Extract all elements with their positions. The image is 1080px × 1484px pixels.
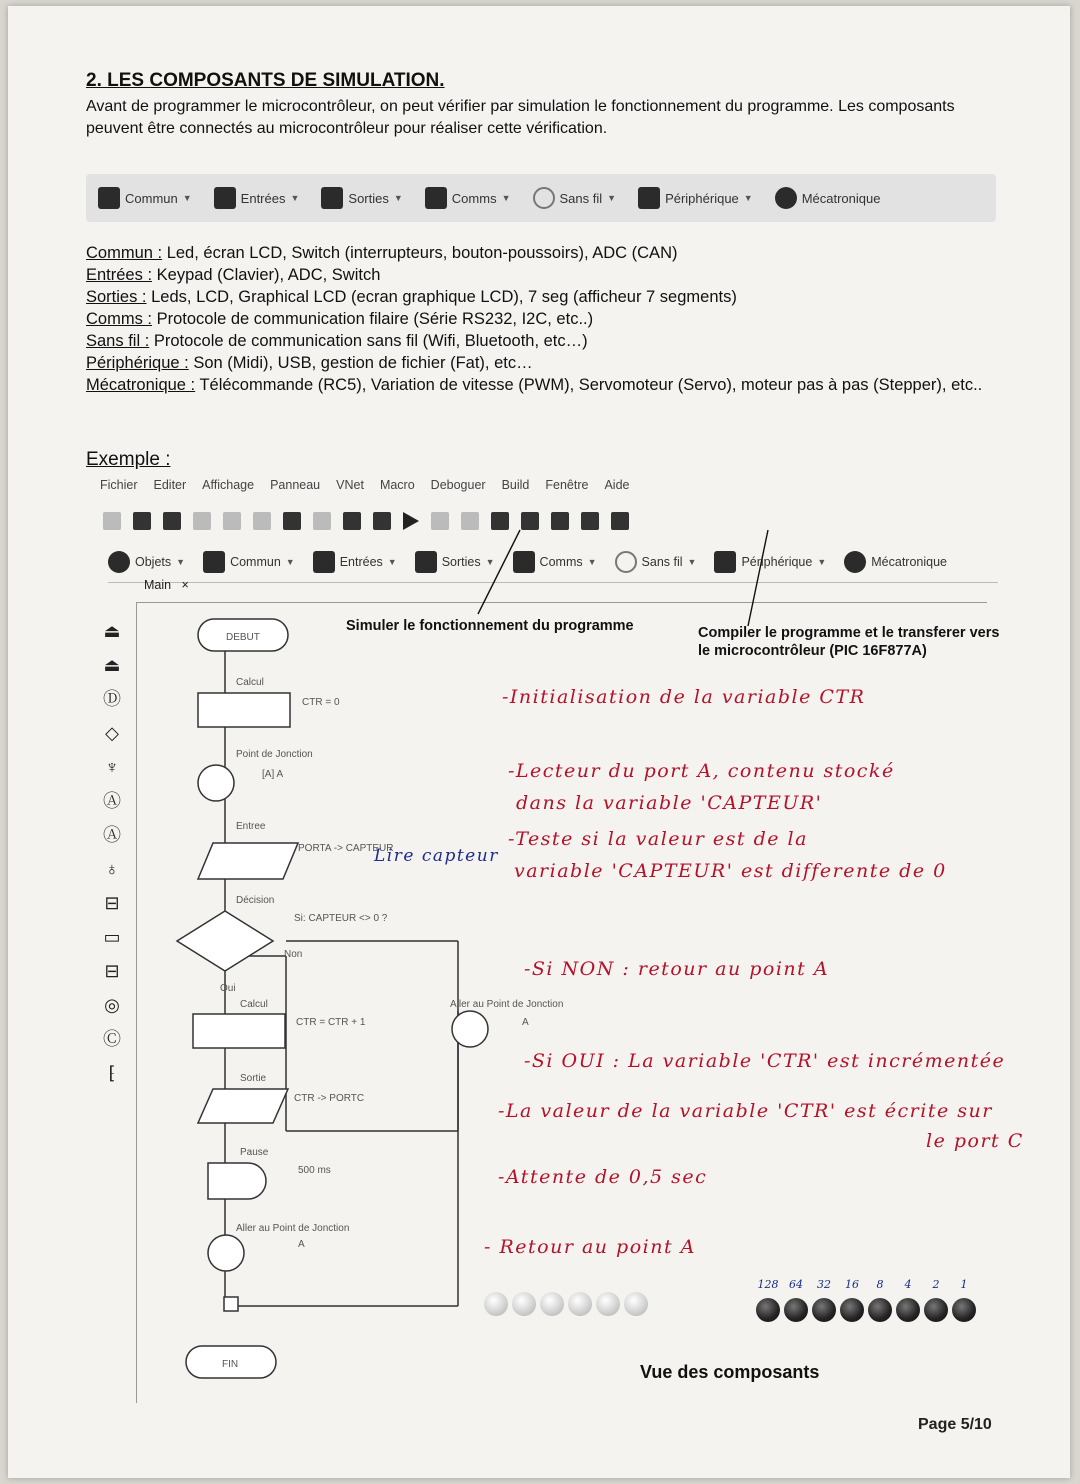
- note-lecteur-1: -Lecteur du port A, contenu stocké: [508, 760, 895, 782]
- def-sans-fil: Sans fil : Protocole de communication sans fil (Wifi, Bluetooth, etc…): [86, 332, 588, 350]
- input-block-icon[interactable]: ⏏: [103, 621, 121, 641]
- led-c3: [868, 1298, 892, 1322]
- definitions-list: [86, 242, 1016, 396]
- c-code-icon[interactable]: Ⓒ: [103, 1029, 121, 1049]
- component-toolbar: [86, 174, 996, 222]
- menu-aide[interactable]: Aide: [604, 478, 630, 492]
- toolbar-commun[interactable]: Commun ▼: [98, 187, 192, 209]
- fc-calcul-label: Calcul: [236, 677, 264, 688]
- fc-entree-box: PORTA -> CAPTEUR: [298, 843, 394, 854]
- led-a5: [624, 1292, 648, 1316]
- led-a4: [596, 1292, 620, 1316]
- menu-panneau[interactable]: Panneau: [270, 478, 321, 492]
- fc-oui: Oui: [220, 983, 236, 994]
- fc-jonction-label: Point de Jonction: [236, 749, 313, 760]
- fc-aller2-label: Aller au Point de Jonction: [236, 1223, 350, 1234]
- new-file-icon[interactable]: [103, 512, 121, 530]
- cut-icon[interactable]: [193, 512, 211, 530]
- led-c6: [784, 1298, 808, 1322]
- def-comms: Comms : Protocole de communication filaire (Série RS232, I2C, etc..): [86, 310, 594, 328]
- led-c0: [952, 1298, 976, 1322]
- loop-block-icon[interactable]: ♁: [105, 859, 119, 879]
- note-init: -Initialisation de la variable CTR: [502, 686, 866, 708]
- led-a3: [568, 1292, 592, 1316]
- delay-block-icon[interactable]: Ⓓ: [103, 689, 121, 709]
- document-page: [8, 6, 1070, 1478]
- fc-pause-label: Pause: [240, 1147, 269, 1158]
- menu-editer[interactable]: Editer: [153, 478, 187, 492]
- intro-paragraph: Avant de programmer le microcontrôleur, on peut vérifier par simulation le fonctionnement du programme. Les composants peuvent être connectés au microcontrôleur pour réaliser cette vérification.: [86, 98, 955, 137]
- save-icon[interactable]: [163, 512, 181, 530]
- comms-icon: [425, 187, 447, 209]
- print-icon[interactable]: [343, 512, 361, 530]
- fc-fin[interactable]: FIN: [222, 1359, 239, 1370]
- def-sorties: Sorties : Leds, LCD, Graphical LCD (ecran graphique LCD), 7 seg (afficheur 7 segments): [86, 288, 737, 306]
- redo-icon[interactable]: [313, 512, 331, 530]
- switch-block-icon[interactable]: ♆: [105, 757, 119, 777]
- input-icon: [313, 551, 335, 573]
- def-entrees: Entrées : Keypad (Clavier), ADC, Switch: [86, 266, 381, 284]
- help-icon[interactable]: [373, 512, 391, 530]
- calc-block-icon[interactable]: ▭: [103, 927, 121, 947]
- fc-entree-label: Entree: [236, 821, 266, 832]
- def-mecatronique: Mécatronique : Télécommande (RC5), Variation de vitesse (PWM), Servomoteur (Servo), moteur pas à pas (Stepper), etc..: [86, 376, 983, 394]
- note-teste-2: variable 'CAPTEUR' est differente de 0: [514, 860, 947, 882]
- led-a2: [540, 1292, 564, 1316]
- close-tab-icon[interactable]: ×: [181, 578, 189, 592]
- fc-calcul2-box: CTR = CTR + 1: [296, 1017, 366, 1028]
- note-si-oui: -Si OUI : La variable 'CTR' est incrémentée: [524, 1050, 1006, 1072]
- toolbar2-peripherique[interactable]: Périphérique ▼: [714, 551, 826, 573]
- note-lecteur-2: dans la variable 'CAPTEUR': [516, 792, 823, 814]
- bit-weights: 128 64 32 16 8 4 2 1: [757, 1278, 968, 1291]
- led-c5: [812, 1298, 836, 1322]
- menu-affichage[interactable]: Affichage: [202, 478, 255, 492]
- note-retour: - Retour au point A: [484, 1236, 696, 1258]
- simulate-play-icon[interactable]: [403, 512, 419, 530]
- note-attente: -Attente de 0,5 sec: [498, 1166, 708, 1188]
- pause-icon[interactable]: [431, 512, 449, 530]
- led-c7: [756, 1298, 780, 1322]
- junction-a-icon[interactable]: Ⓐ: [103, 791, 121, 811]
- fc-aller2-box: A: [298, 1239, 305, 1250]
- component-macro-icon[interactable]: ⊟: [104, 961, 120, 981]
- component-view-caption: Vue des composants: [640, 1362, 820, 1382]
- menu-fenetre[interactable]: Fenêtre: [545, 478, 589, 492]
- macro-block-icon[interactable]: ⊟: [104, 893, 120, 913]
- toolbar-entrees[interactable]: Entrées ▼: [214, 187, 300, 209]
- peripheral-icon: [638, 187, 660, 209]
- objects-icon: [108, 551, 130, 573]
- led-c1: [924, 1298, 948, 1322]
- commun-icon: [203, 551, 225, 573]
- comment-icon[interactable]: ⁅: [108, 1063, 116, 1083]
- main-tab[interactable]: Main ×: [144, 578, 189, 592]
- decision-block-icon[interactable]: ◇: [105, 723, 119, 743]
- fc-calcul2-label: Calcul: [240, 999, 268, 1010]
- interrupt-icon[interactable]: ◎: [104, 995, 120, 1015]
- section-title: 2. LES COMPOSANTS DE SIMULATION.: [86, 70, 445, 91]
- open-folder-icon[interactable]: [133, 512, 151, 530]
- note-lire-capteur: Lire capteur: [374, 846, 499, 866]
- annotation-compile: Compiler le programme et le transferer vers le microcontrôleur (PIC 16F877A): [698, 625, 1000, 659]
- wireless-icon: [533, 187, 555, 209]
- toolbar2-objets[interactable]: Objets ▼: [108, 551, 185, 573]
- menu-macro[interactable]: Macro: [379, 478, 415, 492]
- icon-palette: [96, 620, 128, 1084]
- goto-junction-icon[interactable]: Ⓐ: [103, 825, 121, 845]
- fc-decision-label: Décision: [236, 895, 275, 906]
- menu-bar: [100, 478, 630, 492]
- output-block-icon[interactable]: ⏏: [103, 655, 121, 675]
- undo-icon[interactable]: [283, 512, 301, 530]
- toolbar-peripherique[interactable]: Périphérique ▼: [638, 187, 753, 209]
- toolbar-comms[interactable]: Comms ▼: [425, 187, 511, 209]
- page-number: Page 5/10: [918, 1416, 992, 1433]
- note-valeur-1: -La valeur de la variable 'CTR' est écrite sur: [498, 1100, 993, 1122]
- input-icon: [214, 187, 236, 209]
- fc-debut[interactable]: DEBUT: [226, 632, 260, 643]
- menu-deboguer[interactable]: Deboguer: [430, 478, 486, 492]
- toolbar2-entrees[interactable]: Entrées ▼: [313, 551, 397, 573]
- fc-pause-box: 500 ms: [298, 1165, 331, 1176]
- output-icon: [321, 187, 343, 209]
- led-c2: [896, 1298, 920, 1322]
- def-commun: Commun : Led, écran LCD, Switch (interrupteurs, bouton-poussoirs), ADC (CAN): [86, 244, 678, 262]
- toolbar2-sans-fil[interactable]: Sans fil ▼: [615, 551, 697, 573]
- fc-aller-label: Aller au Point de Jonction: [450, 999, 564, 1010]
- toolbar-sorties[interactable]: Sorties ▼: [321, 187, 402, 209]
- fc-sortie-label: Sortie: [240, 1073, 267, 1084]
- menu-vnet[interactable]: VNet: [336, 478, 364, 492]
- def-peripherique: Périphérique : Son (Midi), USB, gestion de fichier (Fat), etc…: [86, 354, 533, 372]
- fc-non: Non: [284, 949, 303, 960]
- toolbar-sans-fil[interactable]: Sans fil ▼: [533, 187, 617, 209]
- led-bank-portc: [756, 1298, 976, 1322]
- fc-jonction-box: [A] A: [262, 769, 284, 780]
- example-label: Exemple :: [86, 449, 171, 470]
- commun-icon: [98, 187, 120, 209]
- copy-icon[interactable]: [223, 512, 241, 530]
- toolbar-mecatronique[interactable]: Mécatronique: [775, 187, 881, 209]
- annotation-simulate: Simuler le fonctionnement du programme: [346, 618, 634, 634]
- menu-fichier[interactable]: Fichier: [100, 478, 138, 492]
- fc-decision-box: Si: CAPTEUR <> 0 ?: [294, 913, 388, 924]
- note-valeur-2: le port C: [926, 1130, 1024, 1152]
- led-a0: [484, 1292, 508, 1316]
- fc-calcul-box: CTR = 0: [302, 697, 340, 708]
- led-bank-porta: [484, 1292, 648, 1316]
- annotation-arrows: [448, 526, 788, 636]
- toolbar2-sorties[interactable]: Sorties ▼: [415, 551, 495, 573]
- fc-sortie-box: CTR -> PORTC: [294, 1093, 365, 1104]
- output-icon: [415, 551, 437, 573]
- note-si-non: -Si NON : retour au point A: [524, 958, 830, 980]
- mechatronics-icon: [844, 551, 866, 573]
- toolbar2-mecatronique[interactable]: Mécatronique: [844, 551, 947, 573]
- note-teste-1: -Teste si la valeur est de la: [508, 828, 808, 850]
- toolbar2-comms[interactable]: Comms ▼: [513, 551, 597, 573]
- paste-icon[interactable]: [253, 512, 271, 530]
- toolbar2-commun[interactable]: Commun ▼: [203, 551, 295, 573]
- mechatronics-icon: [775, 187, 797, 209]
- menu-build[interactable]: Build: [501, 478, 530, 492]
- led-a1: [512, 1292, 536, 1316]
- fc-aller-box: A: [522, 1017, 529, 1028]
- led-c4: [840, 1298, 864, 1322]
